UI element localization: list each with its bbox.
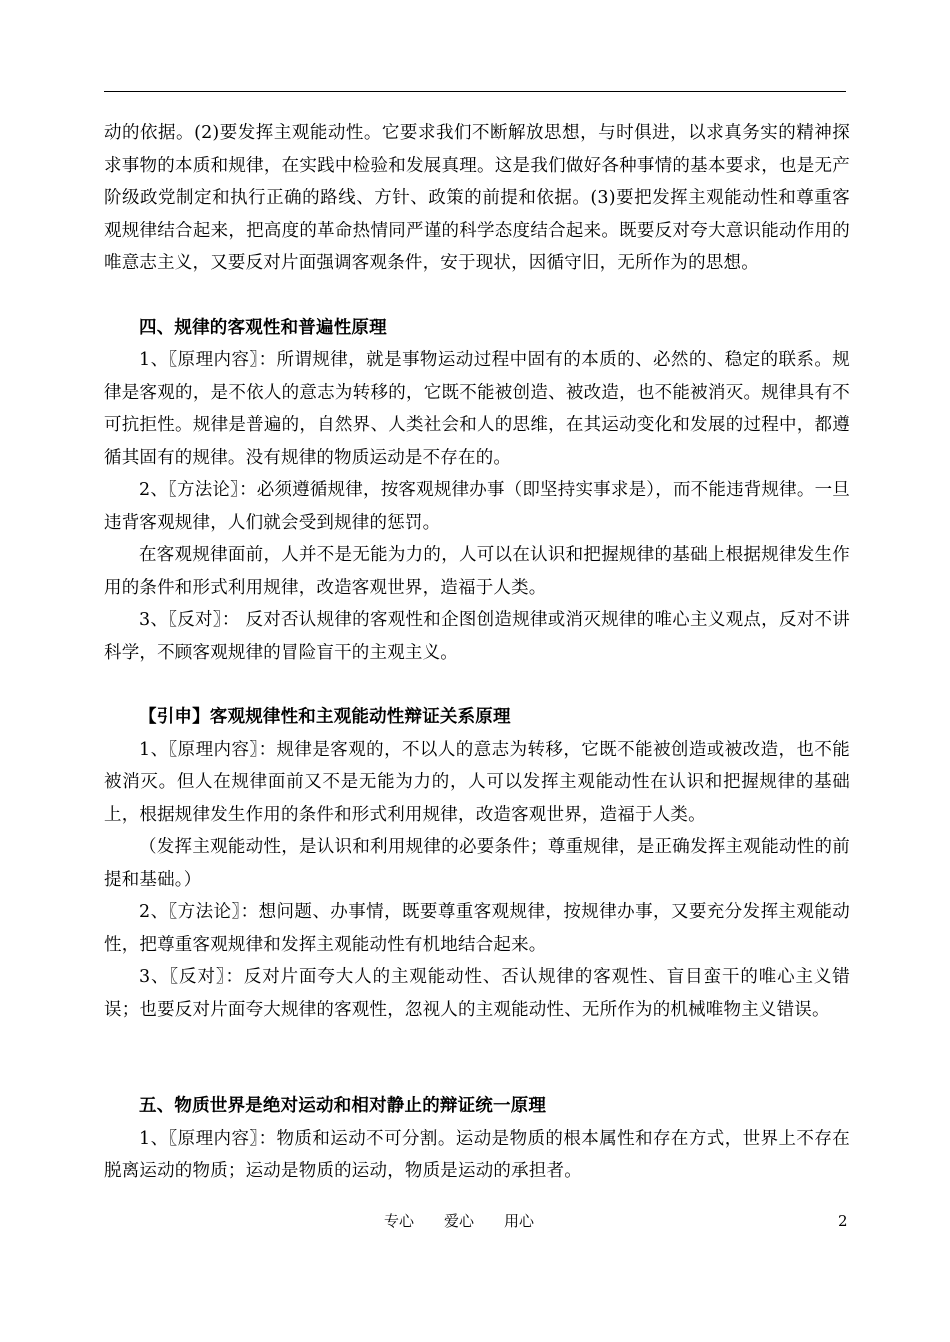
footer-motto: 专心 爱心 用心	[384, 1212, 535, 1230]
page-number: 2	[838, 1212, 848, 1230]
paragraph-extension-methodology: 2、〖方法论〗：想问题、办事情，既要尊重客观规律，按规律办事，又要充分发挥主观能动性，把尊重客观规律和发挥主观能动性有机地结合起来。	[104, 902, 850, 955]
paragraph-extension-opposition: 3、〖反对〗：反对片面夸大人的主观能动性、否认规律的客观性、盲目蛮干的唯心主义错误；也要反对片面夸大规律的客观性，忽视人的主观能动性、无所作为的机械唯物主义错误。	[104, 967, 850, 1020]
page-body	[104, 117, 850, 1188]
header-rule	[104, 91, 846, 92]
section-heading-5: 五、物质世界是绝对运动和相对静止的辩证统一原理	[139, 1096, 547, 1116]
paragraph-continuation: 动的依据。(2)要发挥主观能动性。它要求我们不断解放思想，与时俱进，以求真务实的精神探求事物的本质和规律，在实践中检验和发展真理。这是我们做好各种事情的基本要求，也是无产阶级政党制定和执行正确的路线、方针、政策的前提和依据。(3)要把发挥主观能动性和尊重客观规律结合起来，把高度的革命热情同严谨的科学态度结合起来。既要反对夸大意识能动作用的唯意志主义，又要反对片面强调客观条件，安于现状，因循守旧，无所作为的思想。	[104, 123, 850, 273]
spacer	[104, 280, 850, 312]
paragraph-methodology-extra: 在客观规律面前，人并不是无能为力的，人可以在认识和把握规律的基础上根据规律发生作用的条件和形式利用规律，改造客观世界，造福于人类。	[104, 545, 850, 598]
spacer	[104, 669, 850, 701]
paragraph-methodology: 2、〖方法论〗：必须遵循规律，按客观规律办事（即坚持实事求是），而不能违背规律。一旦违背客观规律，人们就会受到规律的惩罚。	[104, 480, 850, 533]
paragraph-motion-content: 1、〖原理内容〗：物质和运动不可分割。运动是物质的根本属性和存在方式，世界上不存在脱离运动的物质；运动是物质的运动，物质是运动的承担者。	[104, 1128, 850, 1181]
paragraph-opposition: 3、〖反对〗： 反对否认规律的客观性和企图创造规律或消灭规律的唯心主义观点，反对不讲科学，不顾客观规律的冒险盲干的主观主义。	[104, 610, 850, 663]
paragraph-extension-content: 1、〖原理内容〗：规律是客观的，不以人的意志为转移，它既不能被创造或被改造，也不能被消灭。但人在规律面前又不是无能为力的，人可以发挥主观能动性在认识和把握规律的基础上，根据规律发生作用的条件和形式利用规律，改造客观世界，造福于人类。	[104, 739, 850, 825]
section-heading-4: 四、规律的客观性和普遍性原理	[139, 317, 387, 338]
section-heading-extension: 【引申】客观规律性和主观能动性辩证关系原理	[139, 707, 511, 727]
paragraph-extension-note: （发挥主观能动性，是认识和利用规律的必要条件；尊重规律，是正确发挥主观能动性的前提和基础。）	[104, 837, 850, 890]
paragraph-principle-content: 1、〖原理内容〗：所谓规律，就是事物运动过程中固有的本质的、必然的、稳定的联系。规律是客观的，是不依人的意志为转移的，它既不能被创造、被改造，也不能被消灭。规律具有不可抗拒性。规律是普遍的，自然界、人类社会和人的思维，在其运动变化和发展的过程中，都遵循其固有的规律。没有规律的物质运动是不存在的。	[104, 350, 850, 468]
spacer	[104, 1026, 850, 1090]
